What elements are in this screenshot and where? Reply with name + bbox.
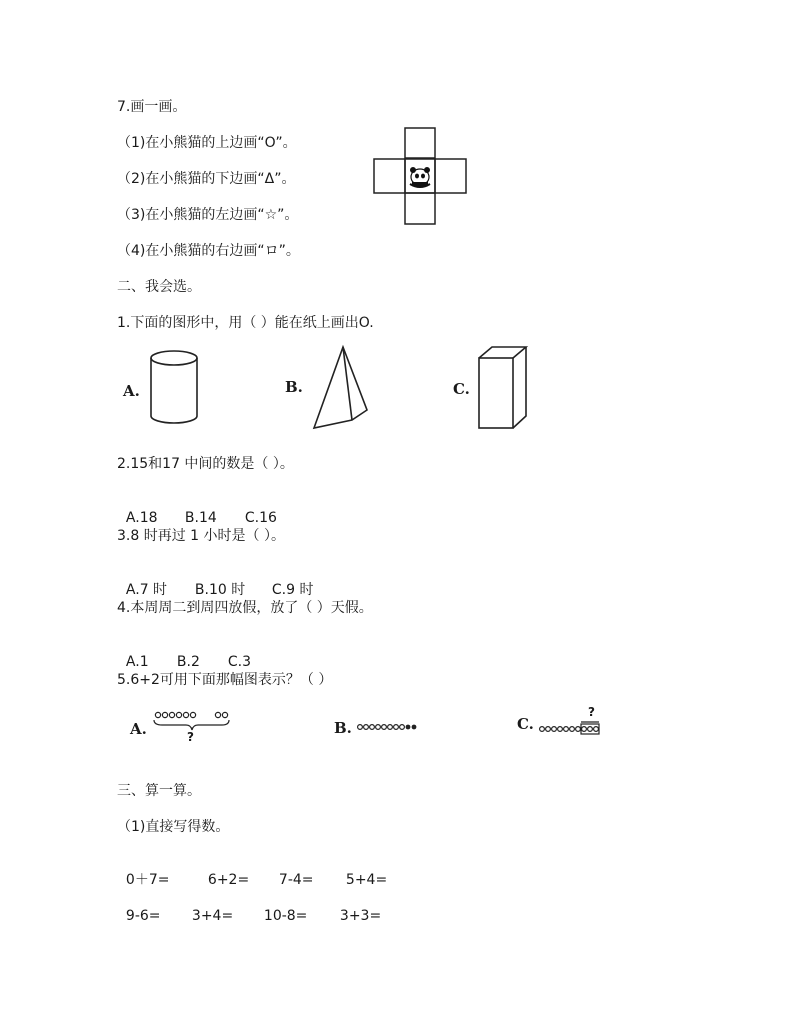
q1-option-b-label: B. — [285, 378, 303, 396]
calc-1-3: 7-4= — [278, 872, 314, 888]
q7-item-1: （1)在小熊猫的上边画“O”。 — [117, 135, 297, 151]
q5-option-c-question-mark: ? — [588, 705, 595, 719]
calc-1-1: 0＋7= — [125, 872, 170, 888]
q3-option-b: B.10 时 — [194, 582, 246, 598]
q7-title: 7.画一画。 — [117, 99, 187, 115]
q4-option-b: B.2 — [176, 654, 200, 670]
section2-title: 二、我会选。 — [117, 279, 201, 295]
q5-option-b-figure — [356, 720, 420, 734]
calc-2-2: 3+4= — [191, 908, 234, 924]
calc-row-2 — [117, 889, 381, 925]
q7-item-4: （4)在小熊猫的右边画“ロ”。 — [117, 243, 300, 259]
cross-grid-figure — [372, 126, 468, 226]
q5-option-a-label: A. — [130, 720, 147, 738]
cuboid-figure — [476, 344, 530, 432]
q4-option-c: C.3 — [227, 654, 252, 670]
q3-options — [117, 563, 314, 599]
q4-text: 4.本周周二到周四放假，放了（ ）天假。 — [117, 600, 373, 616]
calc-2-4: 3+3= — [339, 908, 382, 924]
q1-option-a-label: A. — [123, 382, 140, 400]
panda-icon — [410, 167, 430, 187]
pyramid-figure — [310, 344, 370, 432]
calc-2-3: 10-8= — [263, 908, 308, 924]
calc-row-1 — [117, 853, 387, 889]
cylinder-figure — [148, 348, 200, 428]
q3-option-a: A.7 时 — [125, 582, 168, 598]
q7-item-2: （2)在小熊猫的下边画“Δ”。 — [117, 171, 296, 187]
q2-text: 2.15和17 中间的数是（ ）。 — [117, 456, 294, 472]
q2-option-a: A.18 — [125, 510, 158, 526]
calc-1-2: 6+2= — [207, 872, 250, 888]
q3-text: 3.8 时再过 1 小时是（ ）。 — [117, 528, 285, 544]
q5-text: 5.6+2可用下面那幅图表示？（ ） — [117, 672, 333, 688]
q3-option-c: C.9 时 — [271, 582, 314, 598]
q5-option-b-label: B. — [334, 719, 352, 737]
q2-options — [117, 491, 277, 527]
calc-1-4: 5+4= — [345, 872, 388, 888]
section3-sub1: （1)直接写得数。 — [117, 819, 230, 835]
section3-title: 三、算一算。 — [117, 783, 201, 799]
q1-option-c-label: C. — [453, 380, 470, 398]
q2-option-b: B.14 — [184, 510, 217, 526]
q4-option-a: A.1 — [125, 654, 149, 670]
q4-options — [117, 635, 251, 671]
q1-text: 1.下面的图形中，用（ ）能在纸上画出O. — [117, 315, 374, 331]
q7-item-3: （3)在小熊猫的左边画“☆”。 — [117, 207, 299, 223]
q5-option-a-question-mark: ? — [187, 730, 194, 744]
q2-option-c: C.16 — [244, 510, 277, 526]
q5-option-c-label: C. — [517, 715, 534, 733]
calc-2-1: 9-6= — [125, 908, 161, 924]
